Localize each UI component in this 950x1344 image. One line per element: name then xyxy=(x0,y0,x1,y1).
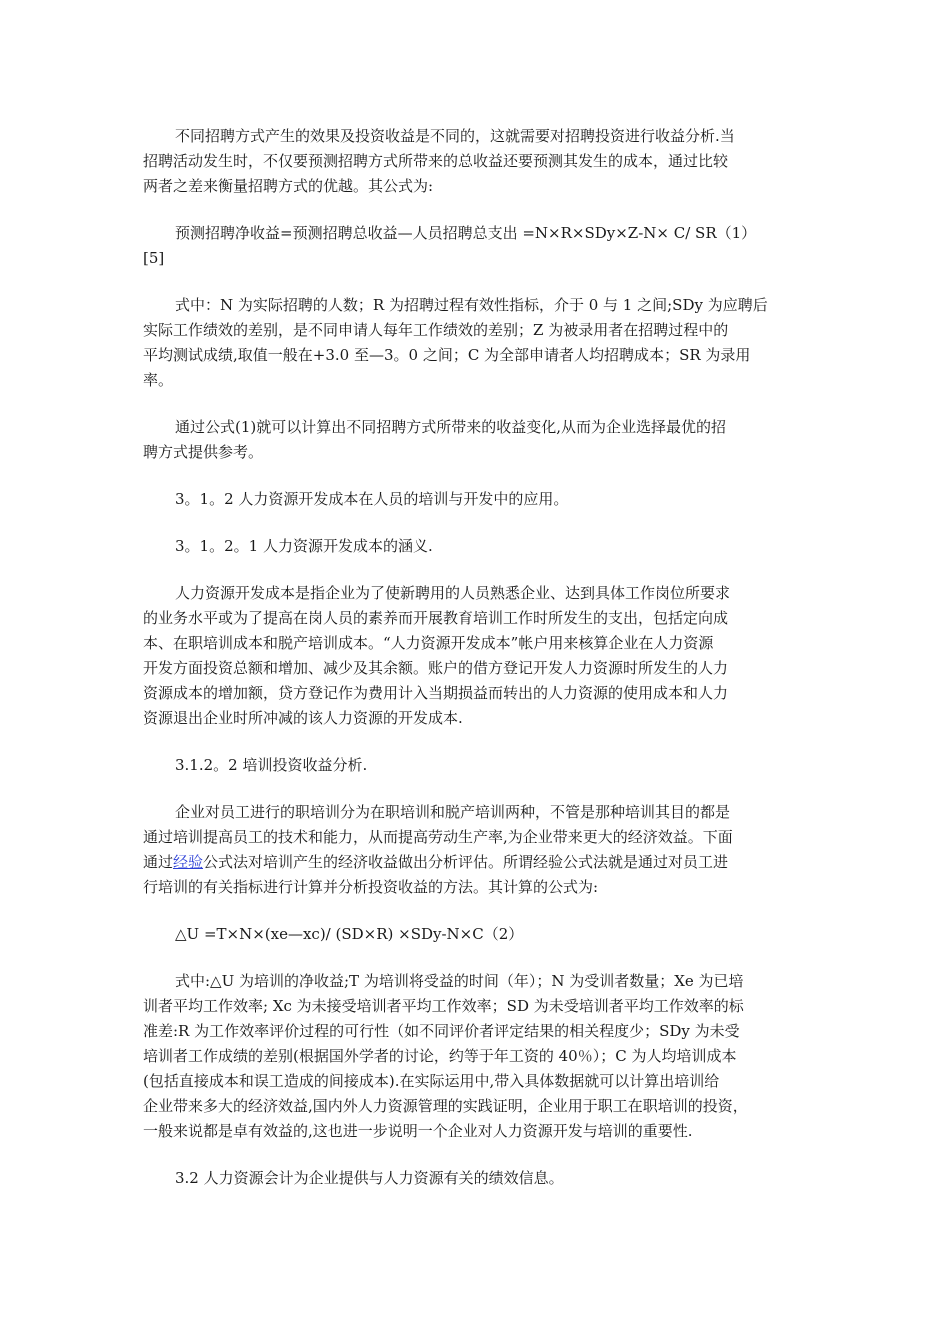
text-line: [5] xyxy=(143,249,165,267)
text-line: 通过公式(1)就可以计算出不同招聘方式所带来的收益变化,从而为企业选择最优的招 xyxy=(175,418,727,436)
text-line: 式中:△U 为培训的净收益;T 为培训将受益的时间（年）；N 为受训者数量；Xe 为已培 xyxy=(175,972,744,990)
text-line: 本、在职培训成本和脱产培训成本。“人力资源开发成本”帐户用来核算企业在人力资源 xyxy=(143,634,714,652)
document-body xyxy=(143,124,813,1213)
text-line: 通过培训提高员工的技术和能力，从而提高劳动生产率,为企业带来更大的经济效益。下面 xyxy=(143,828,733,846)
text-line: 训者平均工作效率; Xc 为未接受培训者平均工作效率；SD 为未受培训者平均工作效率的标 xyxy=(143,997,744,1015)
formula-training xyxy=(143,922,813,947)
text-line: 招聘活动发生时，不仅要预测招聘方式所带来的总收益还要预测其发生的成本，通过比较 xyxy=(143,152,729,170)
text-line: 行培训的有关指标进行计算并分析投资收益的方法。其计算的公式为: xyxy=(143,878,599,896)
text-line: 3。1。2 人力资源开发成本在人员的培训与开发中的应用。 xyxy=(175,490,569,508)
text-line: 不同招聘方式产生的效果及投资收益是不同的，这就需要对招聘投资进行收益分析.当 xyxy=(175,127,735,145)
paragraph-formula1-usage xyxy=(143,415,813,465)
section-heading-3-1-2-2 xyxy=(143,753,813,778)
text-line: 培训者工作成绩的差别(根据国外学者的讨论，约等于年工资的 40％）；C 为人均培训成本 xyxy=(143,1047,737,1065)
text-line: 3.2 人力资源会计为企业提供与人力资源有关的绩效信息。 xyxy=(175,1169,564,1187)
paragraph-formula2-legend xyxy=(143,969,813,1144)
text-line: △U =T×N×(xe—xc)/ (SD×R) ×SDy-N×C（2） xyxy=(175,925,524,943)
paragraph-formula1-legend xyxy=(143,293,813,393)
text-line: 企业对员工进行的职培训分为在职培训和脱产培训两种，不管是那种培训其目的都是 xyxy=(175,803,731,821)
section-heading-3-1-2-1 xyxy=(143,534,813,559)
text-line: 开发方面投资总额和增加、减少及其余额。账户的借方登记开发人力资源时所发生的人力 xyxy=(143,659,729,677)
text-line: 聘方式提供参考。 xyxy=(143,443,264,461)
text-line: 预测招聘净收益=预测招聘总收益—人员招聘总支出 =N×R×SDy×Z-N× C/ SR（1） xyxy=(175,224,757,242)
text-line: 率。 xyxy=(143,371,174,389)
text-line: (包括直接成本和误工造成的间接成本).在实际运用中,带入具体数据就可以计算出培训给 xyxy=(143,1072,720,1090)
formula-recruitment xyxy=(143,221,813,271)
text-fragment: 通过 xyxy=(143,853,174,871)
text-line-with-link xyxy=(143,850,813,875)
text-line: 企业带来多大的经济效益,国内外人力资源管理的实践证明，企业用于职工在职培训的投资， xyxy=(143,1097,748,1115)
text-line: 3.1.2。2 培训投资收益分析. xyxy=(175,756,368,774)
text-line: 一般来说都是卓有效益的,这也进一步说明一个企业对人力资源开发与培训的重要性. xyxy=(143,1122,693,1140)
section-heading-3-2 xyxy=(143,1166,813,1191)
text-line: 的业务水平或为了提高在岗人员的素养而开展教育培训工作时所发生的支出，包括定向成 xyxy=(143,609,729,627)
text-line: 式中：N 为实际招聘的人数；R 为招聘过程有效性指标，介于 0 与 1 之间;SDy 为应聘后 xyxy=(175,296,768,314)
text-fragment: 公式法对培训产生的经济收益做出分析评估。所谓经验公式法就是通过对员工进 xyxy=(203,853,729,871)
experience-link[interactable]: 经验 xyxy=(173,853,204,871)
text-line: 平均测试成绩,取值一般在+3.0 至—3。0 之间；C 为全部申请者人均招聘成本；SR 为录用 xyxy=(143,346,751,364)
text-line: 3。1。2。1 人力资源开发成本的涵义. xyxy=(175,537,433,555)
paragraph-recruitment-intro xyxy=(143,124,813,199)
text-line: 两者之差来衡量招聘方式的优越。其公式为: xyxy=(143,177,434,195)
text-line: 资源成本的增加额，贷方登记作为费用计入当期损益而转出的人力资源的使用成本和人力 xyxy=(143,684,729,702)
paragraph-development-cost xyxy=(143,581,813,731)
text-line: 准差:R 为工作效率评价过程的可行性（如不同评价者评定结果的相关程度少；SDy 为未受 xyxy=(143,1022,740,1040)
section-heading-3-1-2 xyxy=(143,487,813,512)
text-line: 实际工作绩效的差别，是不同申请人每年工作绩效的差别；Z 为被录用者在招聘过程中的 xyxy=(143,321,729,339)
paragraph-training-analysis xyxy=(143,800,813,900)
text-line: 人力资源开发成本是指企业为了使新聘用的人员熟悉企业、达到具体工作岗位所要求 xyxy=(175,584,731,602)
text-line: 资源退出企业时所冲减的该人力资源的开发成本. xyxy=(143,709,463,727)
